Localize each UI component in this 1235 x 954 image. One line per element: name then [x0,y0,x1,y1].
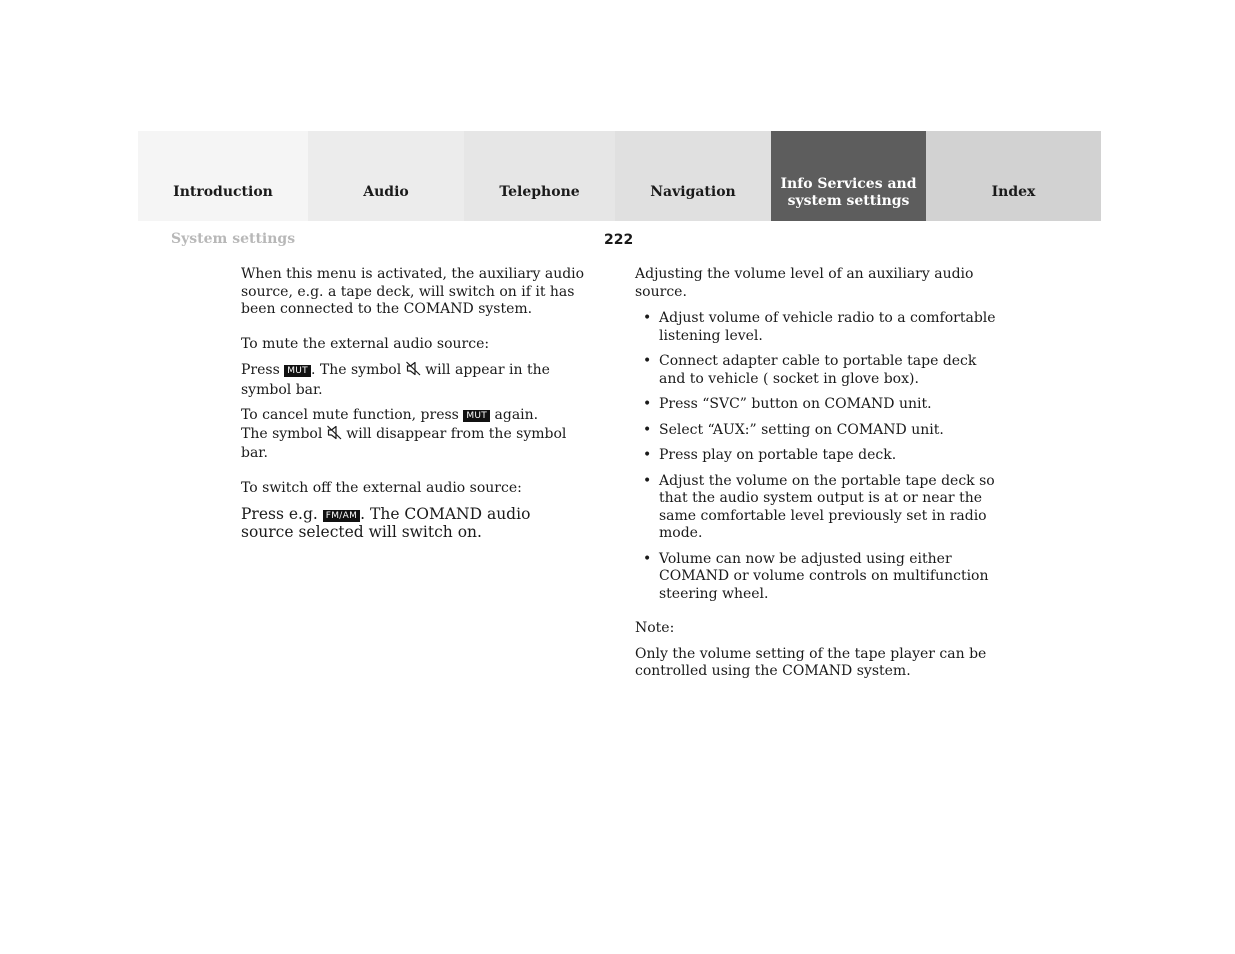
list-item: • Adjust the volume on the portable tape deck so that the audio system output is at or near the same comfortable level previously set in radio mode. [635,473,1000,543]
volume-steps-list [635,310,1000,603]
tab-audio-label: Audio [363,184,409,200]
cancel-instruction-part1: To cancel mute function, press [241,407,464,423]
tab-introduction-label: Introduction [173,184,273,200]
switch-off-part2: . The COMAND audio source selected will switch on. [241,505,531,541]
chapter-tabs [138,131,1101,221]
switch-off-instruction [241,505,586,541]
cancel-instruction-part3: The symbol [241,425,327,442]
tab-index[interactable] [926,131,1101,221]
cancel-instruction-part2: again. [490,407,539,423]
fmam-key-icon: FM/AM [323,510,360,522]
list-item: • Select “AUX:” setting on COMAND unit. [635,422,1000,440]
tab-telephone-label: Telephone [499,184,580,200]
switch-off-part1: Press e.g. [241,505,323,523]
list-item: • Volume can now be adjusted using either COMAND or volume controls on multifunction steering wheel. [635,551,1000,604]
switch-off-heading: To switch off the external audio source: [241,479,522,496]
note-text: Only the volume setting of the tape player can be controlled using the COMAND system. [635,645,987,679]
left-column [241,266,586,541]
list-item: • Press play on portable tape deck. [635,447,1000,465]
tab-telephone[interactable] [464,131,615,221]
tab-index-label: Index [991,184,1036,200]
speaker-muted-icon [327,425,342,446]
tab-info-services-label-line1: Info Services and [780,176,917,192]
volume-heading: Adjusting the volume level of an auxiliary audio source. [635,266,974,300]
mute-instruction-part3: will appear in the symbol bar. [241,362,550,398]
page-number: 222 [604,232,634,248]
list-item: • Press “SVC” button on COMAND unit. [635,396,1000,414]
tab-audio[interactable] [308,131,464,221]
section-title: System settings [171,231,296,247]
mute-instruction-part2: . The symbol [310,362,406,378]
note-label: Note: [635,620,675,636]
cancel-mute-instruction [241,407,586,463]
list-item: • Adjust volume of vehicle radio to a comfortable listening level. [635,310,1000,345]
tab-introduction[interactable] [138,131,308,221]
tab-navigation[interactable] [615,131,771,221]
list-item: • Connect adapter cable to portable tape deck and to vehicle ( socket in glove box). [635,353,1000,388]
mute-key-icon: MUT [284,365,311,377]
mute-key-icon: MUT [463,410,490,422]
intro-paragraph: When this menu is activated, the auxiliary audio source, e.g. a tape deck, will switch on if it has been connected to the COMAND system. [241,266,585,317]
cancel-instruction-part4: will disappear from the symbol bar. [241,425,567,461]
mute-instruction [241,361,586,399]
mute-instruction-part1: Press [241,362,285,378]
tab-info-services-label-line2: system settings [787,193,910,209]
tab-info-services[interactable] [771,131,926,221]
right-column [635,266,1000,681]
speaker-muted-icon [406,361,421,382]
mute-heading: To mute the external audio source: [241,335,490,352]
tab-navigation-label: Navigation [650,184,736,200]
